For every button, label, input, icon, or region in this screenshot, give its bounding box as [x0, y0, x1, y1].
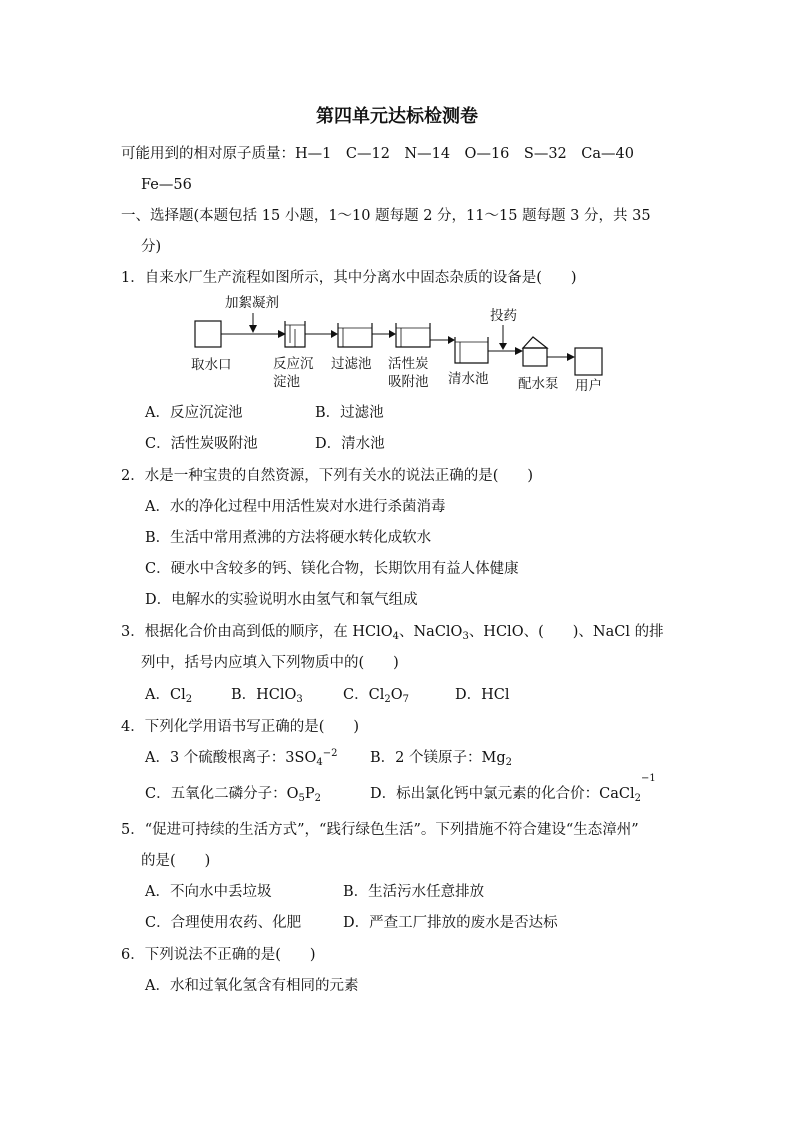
q4-option-a: A．3 个硫酸根离子：$3SO_4^{-2}$ — [145, 748, 338, 768]
q4-stem: 4．下列化学用语书写正确的是( ) — [121, 719, 360, 735]
water-plant-flow-diagram — [185, 293, 615, 393]
q1-option-d: D．清水池 — [315, 436, 385, 452]
arrow-5-head — [515, 347, 523, 355]
reaction-tank-icon — [285, 321, 305, 347]
arrow-3-head — [389, 330, 396, 338]
filter-label: 过滤池 — [331, 356, 372, 372]
q3-option-c: C．$Cl_2O_7$ — [343, 687, 409, 705]
q4-valence-mark: −1 — [641, 773, 656, 784]
page-title: 第四单元达标检测卷 — [316, 106, 478, 127]
arrow-6-head — [567, 353, 575, 361]
q1-option-b: B．过滤池 — [315, 405, 384, 421]
intake-label: 取水口 — [191, 357, 232, 373]
q2-option-b: B．生活中常用煮沸的方法将硬水转化成软水 — [145, 530, 432, 546]
q4-option-d: D．标出氯化钙中氯元素的化合价：CaCl$_2$ — [370, 786, 641, 804]
clear-tank-icon — [455, 337, 488, 363]
q5-stem-line2: 的是( ) — [141, 853, 211, 869]
q2-option-c: C．硬水中含较多的钙、镁化合物，长期饮用有益人体健康 — [145, 561, 519, 577]
q1-option-c: C．活性炭吸附池 — [145, 436, 258, 452]
pump-icon — [523, 337, 547, 366]
q2-option-d: D．电解水的实验说明水由氢气和氧气组成 — [145, 592, 418, 608]
pump-label: 配水泵 — [518, 376, 559, 392]
dosing-label: 投药 — [490, 308, 517, 324]
coagulant-label: 加絮凝剂 — [225, 295, 279, 311]
dosing-arrow-head — [499, 343, 507, 350]
user-box — [575, 348, 602, 375]
user-label: 用户 — [575, 378, 602, 393]
q5-stem-line1: 5．“促进可持续的生活方式”，“践行绿色生活”。下列措施不符合建设“生态漳州” — [121, 822, 639, 838]
section-heading-line2: 分) — [141, 239, 162, 255]
carbon-tank-icon — [396, 323, 430, 347]
carbon-label-2: 吸附池 — [388, 374, 429, 390]
section-heading-line1: 一、选择题(本题包括 15 小题，1～10 题每题 2 分，11～15 题每题 3 分，共 35 — [121, 208, 651, 224]
q3-option-d: D．HCl — [455, 687, 510, 703]
reaction-label-1: 反应沉 — [273, 356, 314, 372]
clear-label: 清水池 — [448, 371, 489, 387]
q1-stem: 1．自来水厂生产流程如图所示，其中分离水中固态杂质的设备是( ) — [121, 270, 577, 286]
coagulant-arrow-head — [249, 325, 257, 333]
q4-option-b: B．2 个镁原子：$Mg_2$ — [370, 750, 512, 768]
reaction-label-2: 淀池 — [273, 374, 300, 390]
carbon-label-1: 活性炭 — [388, 356, 429, 372]
arrow-4-head — [448, 336, 455, 344]
q5-option-d: D．严查工厂排放的废水是否达标 — [343, 915, 558, 931]
q5-option-c: C．合理使用农药、化肥 — [145, 915, 302, 931]
intake-box — [195, 321, 221, 347]
arrow-2-head — [331, 330, 338, 338]
atomic-mass-line2: Fe—56 — [141, 177, 192, 193]
atomic-mass-line1: 可能用到的相对原子质量：H—1 C—12 N—14 O—16 S—32 Ca—40 — [121, 146, 634, 162]
q3-option-b: B．HClO$_3$ — [231, 687, 303, 705]
q5-option-b: B．生活污水任意排放 — [343, 884, 485, 900]
q2-stem: 2．水是一种宝贵的自然资源，下列有关水的说法正确的是( ) — [121, 468, 534, 484]
filter-tank-icon — [338, 323, 372, 347]
q6-stem: 6．下列说法不正确的是( ) — [121, 947, 316, 963]
q3-stem-line2: 列中，括号内应填入下列物质中的( ) — [141, 655, 399, 671]
q3-option-a: A．$Cl_2$ — [145, 687, 193, 705]
q3-stem-line1: 3．根据化合价由高到低的顺序，在 HClO$_4$、NaClO$_3$、HClO、( )、NaCl 的排 — [121, 624, 664, 642]
q5-option-a: A．不向水中丢垃圾 — [145, 884, 272, 900]
q1-option-a: A．反应沉淀池 — [145, 405, 243, 421]
q2-option-a: A．水的净化过程中用活性炭对水进行杀菌消毒 — [145, 499, 446, 515]
q6-option-a: A．水和过氧化氢含有相同的元素 — [145, 978, 359, 994]
q4-option-c: C．五氧化二磷分子：$O_5P_2$ — [145, 786, 321, 804]
